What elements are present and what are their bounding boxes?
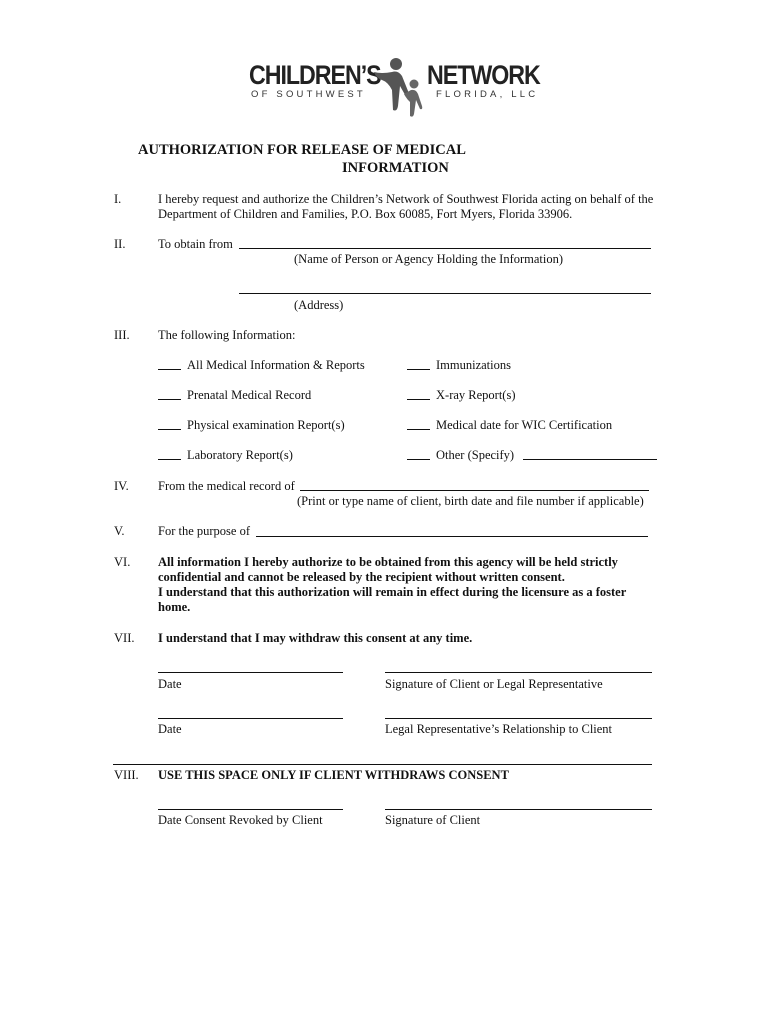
info-option-wic: Medical date for WIC Certification	[436, 418, 613, 432]
address-field[interactable]	[239, 293, 651, 294]
withdraw-consent-text: I understand that I may withdraw this consent at any time.	[158, 631, 473, 645]
logo-subtitle-right: FLORIDA, LLC	[436, 89, 539, 100]
date-label: Date	[158, 722, 182, 736]
obtain-from-label: To obtain from	[158, 237, 233, 251]
section-1-number: I.	[114, 192, 122, 206]
info-option-physical-exam: Physical examination Report(s)	[187, 418, 345, 432]
revoked-signature-line[interactable]	[385, 809, 652, 810]
logo-word-childrens: CHILDREN’S	[249, 60, 381, 90]
purpose-field[interactable]	[256, 536, 648, 537]
checkbox-line[interactable]	[158, 429, 181, 430]
relationship-line[interactable]	[385, 718, 652, 719]
relationship-label: Legal Representative’s Relationship to Client	[385, 722, 613, 736]
confidentiality-text-line3: I understand that this authorization will remain in effect during the licensure as a foster	[158, 585, 627, 599]
medical-record-label: From the medical record of	[158, 479, 295, 493]
logo-word-network: NETWORK	[427, 60, 540, 90]
checkbox-line[interactable]	[158, 369, 181, 370]
client-signature-line[interactable]	[385, 672, 652, 673]
medical-record-caption: (Print or type name of client, birth date and file number if applicable)	[297, 494, 644, 508]
info-option-immunizations: Immunizations	[436, 358, 511, 372]
section-7-number: VII.	[114, 631, 135, 645]
following-info-label: The following Information:	[158, 328, 296, 342]
date-signature-line[interactable]	[158, 718, 343, 719]
section-8-number: VIII.	[114, 768, 139, 782]
obtain-from-caption: (Name of Person or Agency Holding the Information)	[294, 252, 564, 266]
section-6-number: VI.	[114, 555, 131, 569]
revoked-date-line[interactable]	[158, 809, 343, 810]
medical-record-field[interactable]	[300, 490, 649, 491]
section-1-text-line2: Department of Children and Families, P.O. Box 60085, Fort Myers, Florida 33906.	[158, 207, 573, 221]
info-option-prenatal: Prenatal Medical Record	[187, 388, 312, 402]
checkbox-line[interactable]	[407, 369, 430, 370]
info-option-xray: X-ray Report(s)	[436, 388, 516, 402]
info-option-all-medical: All Medical Information & Reports	[187, 358, 365, 372]
revoked-signature-label: Signature of Client	[385, 813, 481, 827]
checkbox-line[interactable]	[407, 459, 430, 460]
checkbox-line[interactable]	[158, 399, 181, 400]
section-5-number: V.	[114, 524, 125, 538]
confidentiality-text-line1: All information I hereby authorize to be obtained from this agency will be held strictly	[158, 555, 618, 569]
info-option-laboratory: Laboratory Report(s)	[187, 448, 293, 462]
section-4-number: IV.	[114, 479, 129, 493]
section-3-number: III.	[114, 328, 130, 342]
confidentiality-text-line4: home.	[158, 600, 191, 614]
revoked-date-label: Date Consent Revoked by Client	[158, 813, 323, 827]
date-label: Date	[158, 677, 182, 691]
section-2-number: II.	[114, 237, 126, 251]
form-title-line1: AUTHORIZATION FOR RELEASE OF MEDICAL	[138, 142, 466, 158]
form-title-line2: INFORMATION	[342, 160, 449, 176]
section-1-text-line1: I hereby request and authorize the Children’s Network of Southwest Florida acting on behalf of the	[158, 192, 654, 206]
date-signature-line[interactable]	[158, 672, 343, 673]
info-option-other: Other (Specify)	[436, 448, 515, 462]
other-specify-field[interactable]	[523, 459, 657, 460]
address-caption: (Address)	[294, 298, 344, 312]
children-figures-icon	[370, 50, 432, 120]
purpose-label: For the purpose of	[158, 524, 250, 538]
withdraw-only-heading: USE THIS SPACE ONLY IF CLIENT WITHDRAWS CONSENT	[158, 768, 509, 782]
checkbox-line[interactable]	[407, 399, 430, 400]
confidentiality-text-line2: confidential and cannot be released by the recipient without written consent.	[158, 570, 565, 584]
checkbox-line[interactable]	[158, 459, 181, 460]
section-divider	[113, 764, 652, 765]
obtain-from-field[interactable]	[239, 248, 651, 249]
checkbox-line[interactable]	[407, 429, 430, 430]
client-signature-label: Signature of Client or Legal Representative	[385, 677, 603, 691]
logo-subtitle-left: OF SOUTHWEST	[251, 89, 366, 100]
